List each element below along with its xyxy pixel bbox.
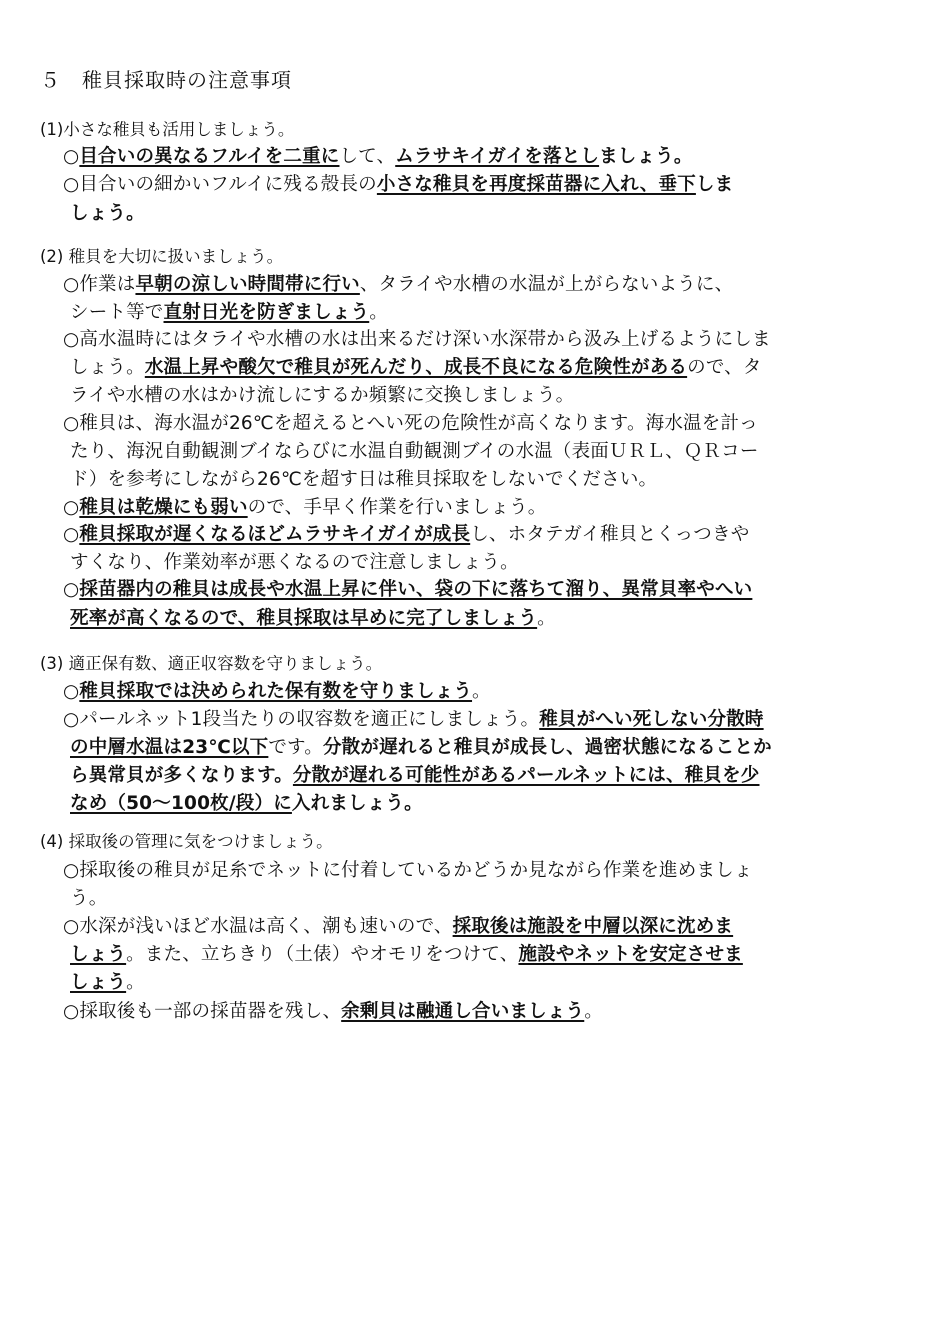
bullet-line [63, 575, 752, 601]
body-text: ので、手早く作業を行いましょう。 [247, 497, 547, 518]
emphasis-text: ムラサキイガイを落とし [395, 146, 600, 167]
emphasis-text: 稚貝採取が遅くなるほどムラサキイガイが成長 [79, 524, 471, 545]
bullet-line [63, 142, 693, 168]
emphasis-text: 稚貝は乾燥にも弱い [79, 497, 248, 518]
body-text: すくなり、作業効率が悪くなるので注意しましょう。 [70, 552, 519, 573]
body-text: ド）を参考にしながら26℃を超す日は稚貝採取をしないでください。 [70, 469, 658, 490]
emphasis-text: 稚貝採取では決められた保有数を守りましょう [79, 681, 473, 702]
bullet-line [70, 940, 743, 966]
emphasis-text: 余剰貝は融通し合いましょう [341, 1001, 585, 1022]
bullet-line [70, 465, 657, 491]
body-text: 。 [369, 302, 388, 323]
bullet-line [70, 548, 519, 574]
body-text: しま [695, 174, 734, 195]
section-heading: (2) 稚貝を大切に扱いましょう。 [40, 247, 284, 266]
body-text: ので、タ [687, 357, 762, 378]
body-text: 分散が遅れると稚貝が成長し、過密状態になることか [322, 737, 772, 758]
bullet-line [63, 409, 758, 435]
bullet-line [70, 968, 145, 994]
body-text: 。 [537, 608, 556, 629]
body-text: 。また、立ちきり（土俵）やオモリをつけて、 [126, 944, 519, 965]
emphasis-text: 死率が高くなるので、稚貝採取は早めに完了しましょう [70, 608, 538, 629]
body-text: して、 [339, 146, 396, 167]
bullet-line [63, 997, 603, 1023]
body-text: ○水深が浅いほど水温は高く、潮も速いので、 [63, 916, 453, 937]
bullet-line [70, 789, 423, 815]
body-text: ○ [63, 497, 80, 518]
body-text: う。 [70, 888, 108, 909]
bullet-line [63, 705, 764, 731]
emphasis-text: 目合いの異なるフルイを二重に [79, 146, 340, 167]
bullet-line [63, 170, 733, 196]
body-text: しょう。 [70, 357, 145, 378]
bullet-line [70, 353, 762, 379]
emphasis-text: 早朝の涼しい時間帯に行い [135, 274, 360, 295]
emphasis-text: 直射日光を防ぎましょう [163, 302, 370, 323]
body-text: 入れましょう。 [291, 793, 423, 814]
emphasis-text: しょう [70, 972, 127, 993]
bullet-line [70, 437, 759, 463]
body-text: 。 [126, 972, 145, 993]
body-text: ましょう。 [599, 146, 693, 167]
emphasis-text: の中層水温は23℃以下 [70, 737, 269, 758]
bullet-line [63, 856, 753, 882]
body-text: ○パールネット1段当たりの収容数を適正にしましょう。 [63, 709, 540, 730]
bullet-line [70, 381, 574, 407]
bullet-line [70, 199, 145, 225]
bullet-line [63, 912, 733, 938]
bullet-line [63, 677, 491, 703]
emphasis-text: 施設やネットを安定させま [518, 944, 743, 965]
bullet-line [70, 761, 760, 787]
emphasis-text: 分散が遅れる可能性があるパールネットには、稚貝を少 [292, 765, 760, 786]
section-heading: (1)小さな稚貝も活用しましょう。 [40, 120, 295, 139]
bullet-line [63, 325, 771, 351]
body-text: です。 [268, 737, 323, 758]
bullet-line [70, 298, 388, 324]
body-text: ○ [63, 524, 80, 545]
bullet-line [63, 493, 547, 519]
emphasis-text: しょう [70, 944, 127, 965]
bullet-line [70, 733, 772, 759]
page-title: ５ 稚貝採取時の注意事項 [40, 68, 292, 92]
body-text: たり、海況自動観測ブイならびに水温自動観測ブイの水温（表面ＵＲＬ、ＱＲコー [70, 441, 759, 462]
body-text: し、ホタテガイ稚貝とくっつきや [470, 524, 750, 545]
body-text: ○目合いの細かいフルイに残る殻長の [63, 174, 377, 195]
body-text: ○ [63, 579, 80, 600]
emphasis-text: 採取後は施設を中層以深に沈めま [452, 916, 734, 937]
bullet-line [70, 884, 107, 910]
body-text: しょう。 [70, 203, 145, 224]
body-text: ライや水槽の水はかけ流しにするか頻繁に交換しましょう。 [70, 385, 575, 406]
emphasis-text: 稚貝がへい死しない分散時 [539, 709, 764, 730]
body-text: ○採取後の稚貝が足糸でネットに付着しているかどうか見ながら作業を進めましょ [63, 860, 753, 881]
bullet-line [63, 270, 733, 296]
body-text: シート等で [70, 302, 164, 323]
body-text: ら異常貝が多くなります。 [70, 765, 293, 786]
body-text: 、タライや水槽の水温が上がらないように、 [359, 274, 734, 295]
body-text: 。 [584, 1001, 603, 1022]
emphasis-text: 水温上昇や酸欠で稚貝が死んだり、成長不良になる危険性がある [144, 357, 688, 378]
bullet-line [63, 520, 749, 546]
body-text: ○ [63, 681, 80, 702]
body-text: ○ [63, 146, 80, 167]
bullet-line [70, 604, 556, 630]
body-text: ○採取後も一部の採苗器を残し、 [63, 1001, 342, 1022]
body-text: 。 [472, 681, 491, 702]
emphasis-text: 採苗器内の稚貝は成長や水温上昇に伴い、袋の下に落ちて溜り、異常貝率やへい [79, 579, 753, 600]
body-text: ○高水温時にはタライや水槽の水は出来るだけ深い水深帯から汲み上げるようにしま [63, 329, 771, 350]
emphasis-text: なめ（50～100枚/段）に [70, 793, 292, 814]
section-heading: (4) 採取後の管理に気をつけましょう。 [40, 832, 333, 851]
section-heading: (3) 適正保有数、適正収容数を守りましょう。 [40, 654, 383, 673]
emphasis-text: 小さな稚貝を再度採苗器に入れ、垂下 [376, 174, 696, 195]
body-text: ○稚貝は、海水温が26℃を超えるとへい死の危険性が高くなります。海水温を計っ [63, 413, 758, 434]
body-text: ○作業は [63, 274, 136, 295]
